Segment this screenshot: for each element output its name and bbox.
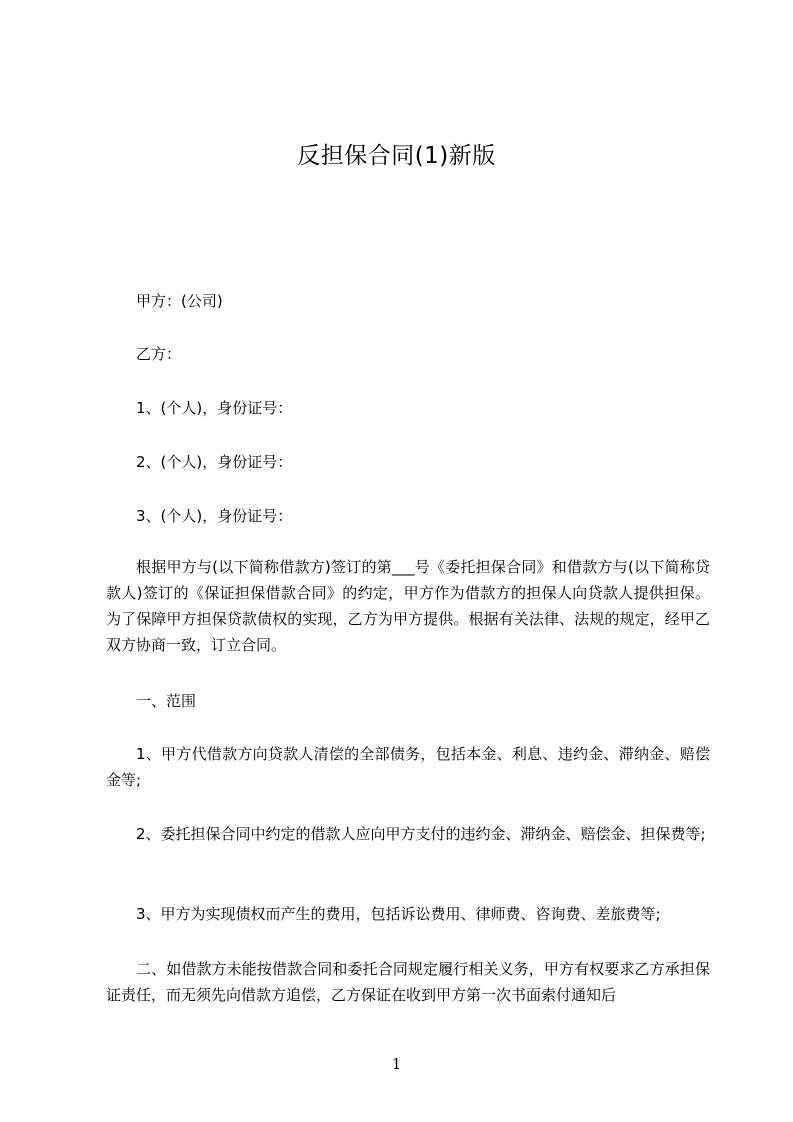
preamble-paragraph: 根据甲方与(以下简称借款方)签订的第___号《委托担保合同》和借款方与(以下简称贷款人)签订的《保证担保借款合同》的约定，甲方作为借款方的担保人向贷款人提供担保。为了保障甲方担保贷款债权的实现，乙方为甲方提供。根据有关法律、法规的规定，经甲乙双方协商一致，订立合同。 (106, 558, 710, 654)
scope-item-1: 1、甲方代借款方向贷款人清偿的全部债务，包括本金、利息、违约金、滞纳金、赔偿金等; (106, 745, 710, 789)
party-b-person-3: 3、(个人)，身份证号： (136, 507, 293, 525)
party-b-person-2: 2、(个人)，身份证号： (136, 453, 293, 471)
section-2-paragraph: 二、如借款方未能按借款合同和委托合同规定履行相关义务，甲方有权要求乙方承担保证责任，而无须先向借款方追偿，乙方保证在收到甲方第一次书面索付通知后 (106, 960, 710, 1004)
party-a-line: 甲方：(公司) (136, 292, 223, 310)
party-b-person-1: 1、(个人)，身份证号： (136, 399, 293, 417)
party-b-line: 乙方： (136, 345, 182, 363)
page-number: 1 (391, 1055, 402, 1073)
scope-item-3: 3、甲方为实现债权而产生的费用，包括诉讼费用、律师费、咨询费、差旅费等; (136, 905, 661, 923)
section-1-heading: 一、范围 (136, 692, 197, 710)
document-title: 反担保合同(1)新版 (297, 143, 496, 169)
scope-item-2: 2、委托担保合同中约定的借款人应向甲方支付的违约金、滞纳金、赔偿金、担保费等; (136, 825, 706, 843)
